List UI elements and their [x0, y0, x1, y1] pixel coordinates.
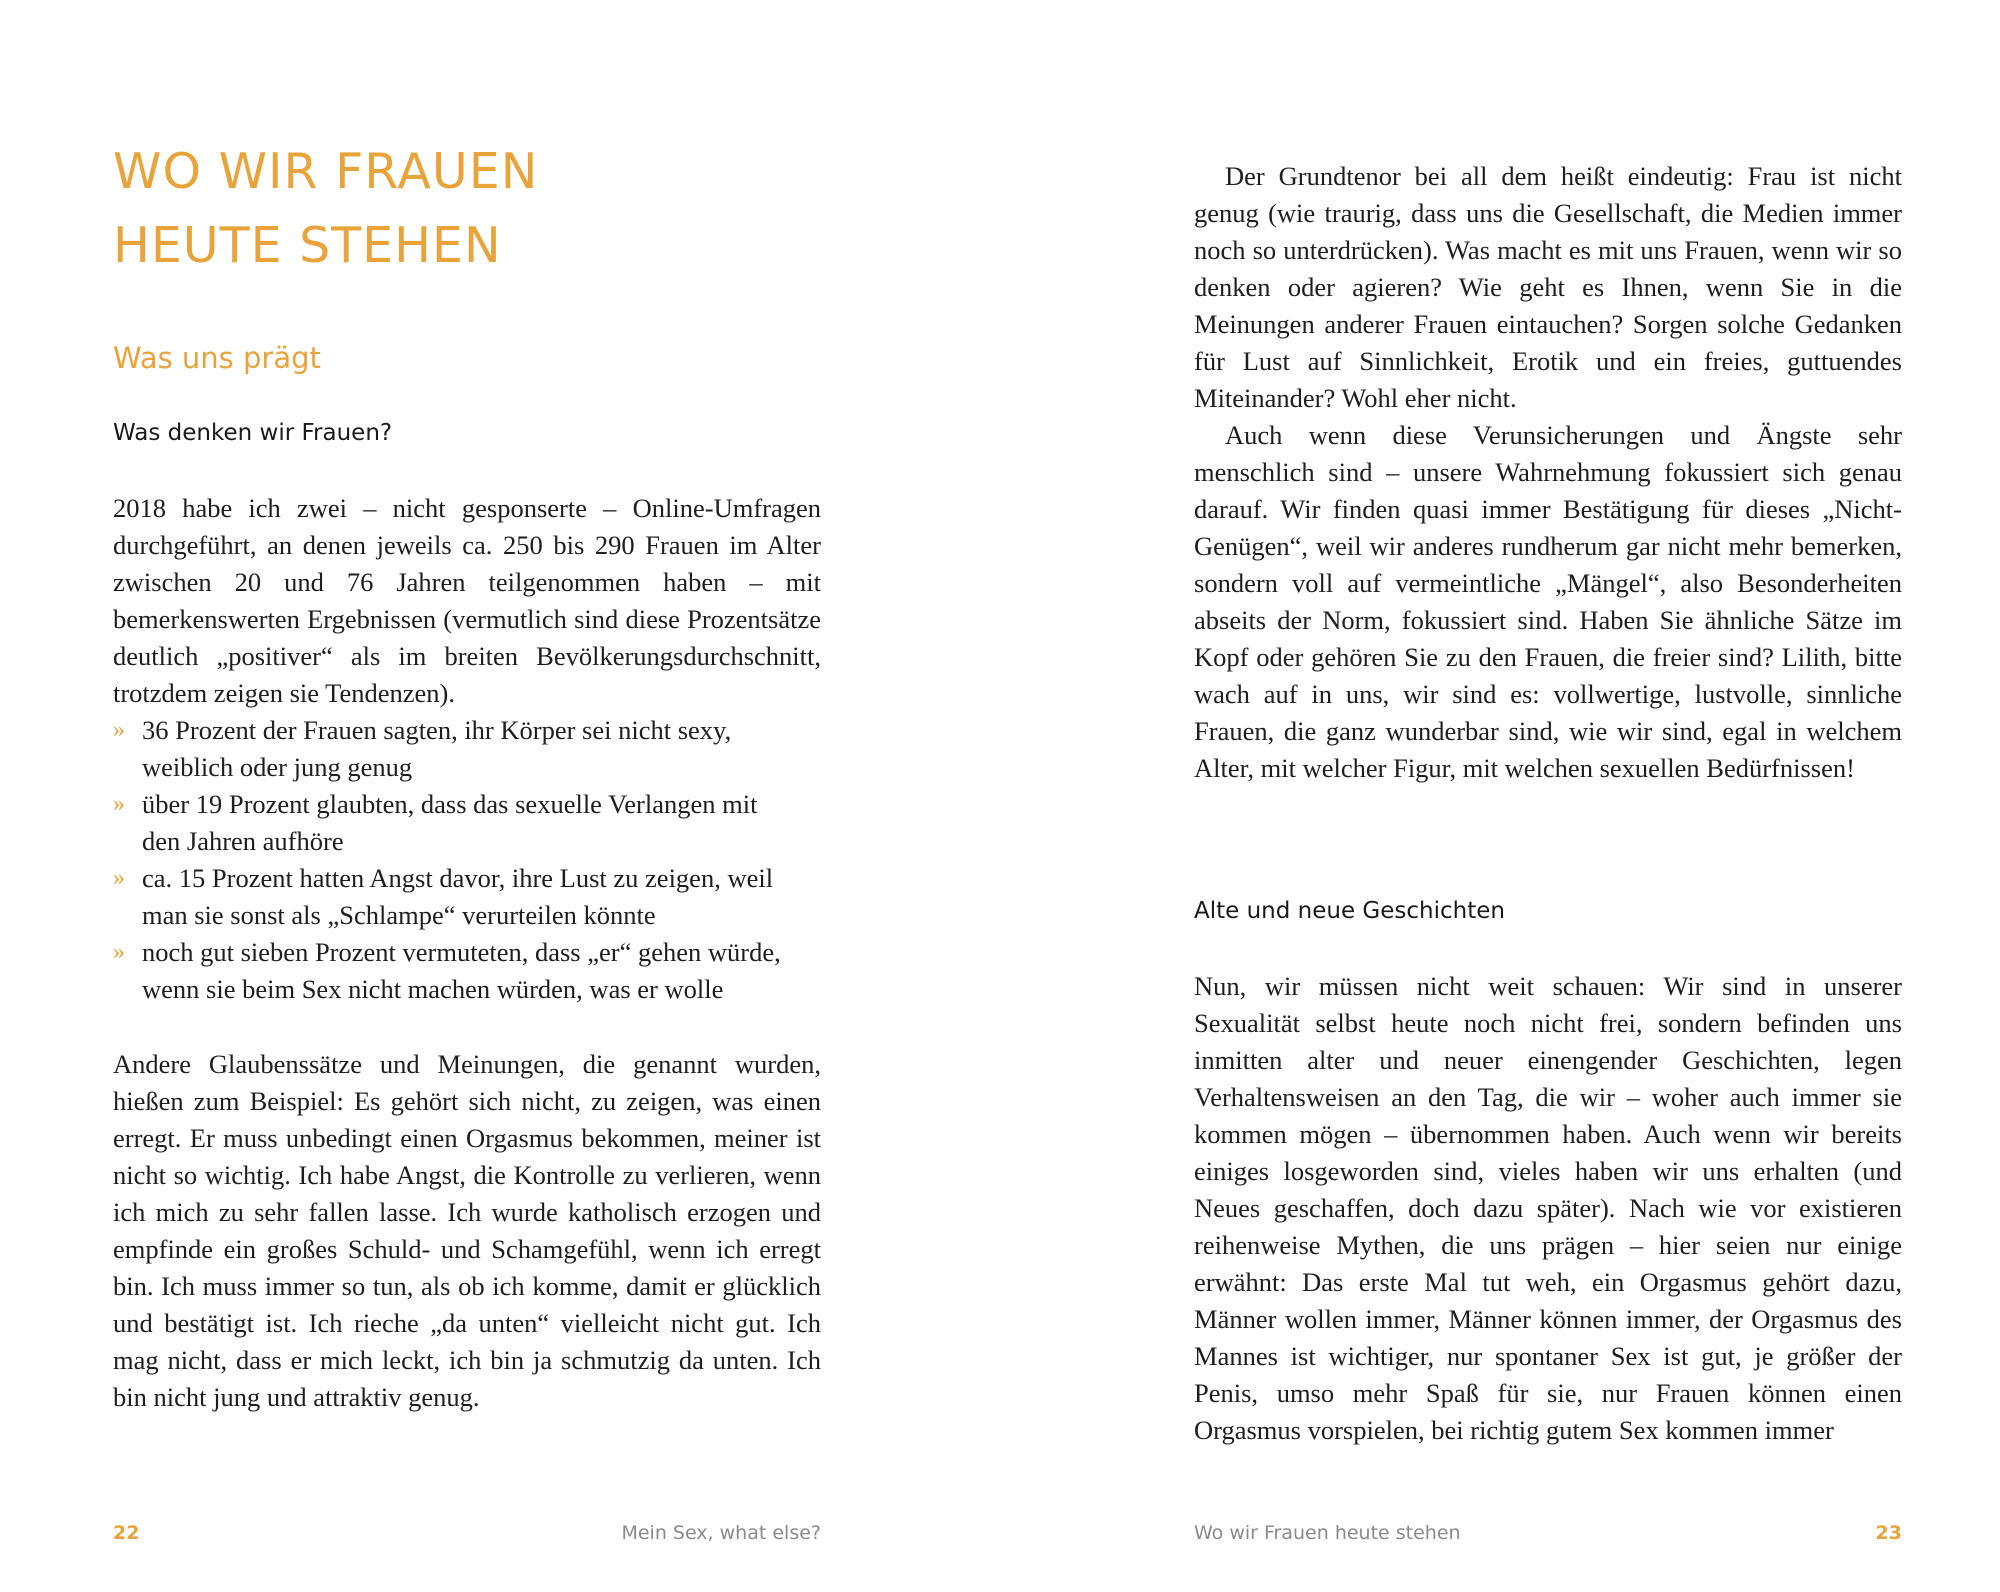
section-title: Was uns prägt: [113, 341, 321, 375]
chapter-title-line-2: HEUTE STEHEN: [113, 217, 502, 274]
survey-results-list: [113, 712, 821, 1008]
list-item-text: über 19 Prozent glaubten, dass das sexuelle Verlangen mit den Jahren aufhöre: [142, 789, 758, 856]
intro-paragraph: 2018 habe ich zwei – nicht gesponserte – Online-Umfragen durchgeführt, an denen jeweils ca. 250 bis 290 Frauen im Alter zwischen 20 und 76 Jahren teilgenommen haben – mit bemerkenswerten Ergebnissen (vermutlich sind diese Prozentsätze deutlich „positiver“ als im breiten Bevölkerungsdurchschnitt, trotzdem zeigen sie Tendenzen).: [113, 493, 821, 708]
list-item: [113, 712, 782, 786]
list-item-text: ca. 15 Prozent hatten Angst davor, ihre Lust zu zeigen, weil man sie sonst als „Schlampe“ verurteilen könnte: [142, 863, 774, 930]
page-number-right: 23: [1875, 1522, 1902, 1544]
paragraph-verunsicherungen: Auch wenn diese Verunsicherungen und Ängste sehr menschlich sind – unsere Wahrnehmung fokussiert sich genau darauf. Wir finden quasi immer Bestätigung für dieses „Nicht-Genügen“, weil wir anderes rundherum gar nicht mehr bemerken, sondern voll auf vermeintliche „Mängel“, also Besonderheiten abseits der Norm, fokussiert sind. Haben Sie ähnliche Sätze im Kopf oder gehören Sie zu den Frauen, die freier sind? Lilith, bitte wach auf in uns, wir sind es: vollwertige, lustvolle, sinnliche Frauen, die ganz wunderbar sind, wie wir sind, egal in welchem Alter, mit welcher Figur, mit welchen sexuellen Bedürfnissen!: [1194, 420, 1902, 783]
running-footer-right: Wo wir Frauen heute stehen: [1194, 1522, 1461, 1544]
chapter-title: [113, 135, 873, 283]
list-item-text: 36 Prozent der Frauen sagten, ihr Körper sei nicht sexy, weiblich oder jung genug: [142, 715, 732, 782]
list-item: [113, 934, 782, 1008]
bullet-marker-icon: »: [113, 865, 125, 891]
bullet-marker-icon: »: [113, 939, 125, 965]
subheading-was-denken-wir-frauen: Was denken wir Frauen?: [113, 420, 393, 446]
list-item: [113, 786, 782, 860]
list-item: [113, 860, 782, 934]
chapter-title-line-1: WO WIR FRAUEN: [113, 143, 539, 200]
beliefs-paragraph: Andere Glaubenssätze und Meinungen, die genannt wurden, hießen zum Beispiel: Es gehört sich nicht, zu zeigen, was einen erregt. Er muss unbedingt einen Orgasmus bekommen, meiner ist nicht so wichtig. Ich habe Angst, die Kontrolle zu verlieren, wenn ich mich zu sehr fallen lasse. Ich wurde katholisch erzogen und empfinde ein großes Schuld- und Schamgefühl, wenn ich erregt bin. Ich muss immer so tun, als ob ich komme, damit er glücklich und bestätigt ist. Ich rieche „da unten“ vielleicht nicht gut. Ich mag nicht, dass er mich leckt, ich bin ja schmutzig da unten. Ich bin nicht jung und attraktiv genug.: [113, 1049, 821, 1412]
page-number-left: 22: [113, 1522, 140, 1544]
right-page: [1000, 0, 2000, 1592]
bullet-marker-icon: »: [113, 791, 125, 817]
paragraph-grundtenor: Der Grundtenor bei all dem heißt eindeutig: Frau ist nicht genug (wie traurig, dass uns die Gesellschaft, die Medien immer noch so unterdrücken). Was macht es mit uns Frauen, wenn wir so denken oder agieren? Wie geht es Ihnen, wenn Sie in die Meinungen anderer Frauen eintauchen? Sorgen solche Gedanken für Lust auf Sinnlichkeit, Erotik und ein freies, guttuendes Miteinander? Wohl eher nicht.: [1194, 161, 1902, 413]
running-footer-left: Mein Sex, what else?: [621, 1522, 821, 1544]
list-item-text: noch gut sieben Prozent vermuteten, dass „er“ gehen würde, wenn sie beim Sex nicht machen würden, was er wolle: [142, 937, 781, 1004]
bullet-marker-icon: »: [113, 717, 125, 743]
subheading-alte-und-neue-geschichten: Alte und neue Geschichten: [1194, 898, 1505, 924]
paragraph-geschichten: Nun, wir müssen nicht weit schauen: Wir sind in unserer Sexualität selbst heute noch nicht frei, sondern befinden uns inmitten alter und neuer einengender Geschichten, legen Verhaltensweisen an den Tag, die wir – woher auch immer sie kommen mögen – übernommen haben. Auch wenn wir bereits einiges losgeworden sind, vieles haben wir uns erhalten (und Neues geschaffen, doch dazu später). Nach wie vor existieren reihenweise Mythen, die uns prägen – hier seien nur einige erwähnt: Das erste Mal tut weh, ein Orgasmus gehört dazu, Männer wollen immer, Männer können immer, der Orgasmus des Mannes ist wichtiger, nur spontaner Sex ist gut, je größer der Penis, umso mehr Spaß für sie, nur Frauen können einen Orgasmus vorspielen, bei richtig gutem Sex kommen immer: [1194, 971, 1902, 1445]
